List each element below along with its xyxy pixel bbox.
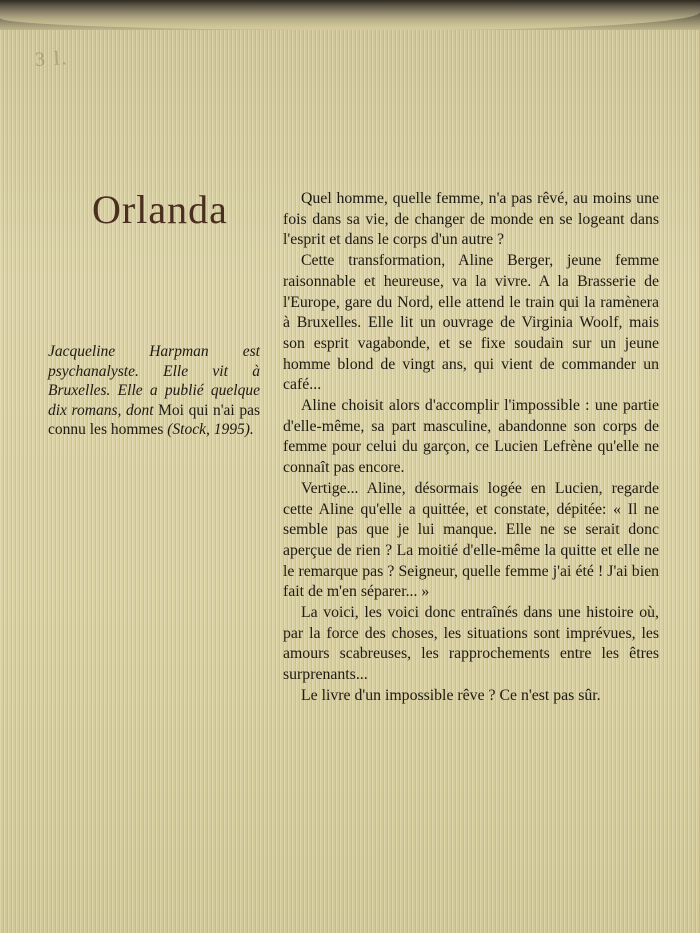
author-previous-book-publisher: (Stock, 1995). [167,421,254,438]
pencil-price-mark: 3 l. [34,47,70,71]
blurb-paragraph: Quel homme, quelle femme, n'a pas rêvé, au moins une fois dans sa vie, de changer de monde en se logeant dans l'esprit et dans le corps d'un autre ? [283,190,659,249]
author-bio-text: Jacqueline Harpman est psychanalyste. Elle vit à Bruxelles. Elle a publié quelque dix romans, dont [48,343,260,419]
blurb-paragraph: Vertige... Aline, désormais logée en Lucien, regarde cette Aline qu'elle a quittée, et constate, dépitée: « Il ne semble pas que je lui manque. Elle ne se serait donc aperçue de rien ? La moitié d'elle-même la quitte et elle ne le remarque pas ? Seigneur, quelle femme j'ai été ! J'ai bien fait de m'en séparer... » [283,479,659,601]
blurb-paragraph: Aline choisit alors d'accomplir l'impossible : une partie d'elle-même, sa part masculine, abandonne son corps de femme pour celui du garçon, ce Lucien Lefrène qu'elle ne connaît pas encore. [283,397,659,477]
cover-top-edge [0,0,700,30]
book-blurb [283,189,659,707]
blurb-paragraph: La voici, les voici donc entraînés dans une histoire où, par la force des choses, les situations sont imprévues, les amours scabreuses, les rapprochements entre les êtres surprenants... [283,604,659,684]
blurb-paragraph: Le livre d'un impossible rêve ? Ce n'est pas sûr. [301,686,601,704]
blurb-paragraph: Cette transformation, Aline Berger, jeune femme raisonnable et heureuse, va la vivre. A la Brasserie de l'Europe, gare du Nord, elle attend le train qui la ramènera à Bruxelles. Elle lit un ouvrage de Virginia Woolf, mais son esprit vagabonde, et se fixe soudain sur un jeune homme blond de vingt ans, qui vient de commander un café... [283,252,659,394]
cover-curl [0,0,700,30]
author-previous-book-title: Moi qui n'ai pas connu les hommes [48,401,260,438]
book-title: Orlanda [92,187,228,232]
author-bio [48,342,260,440]
